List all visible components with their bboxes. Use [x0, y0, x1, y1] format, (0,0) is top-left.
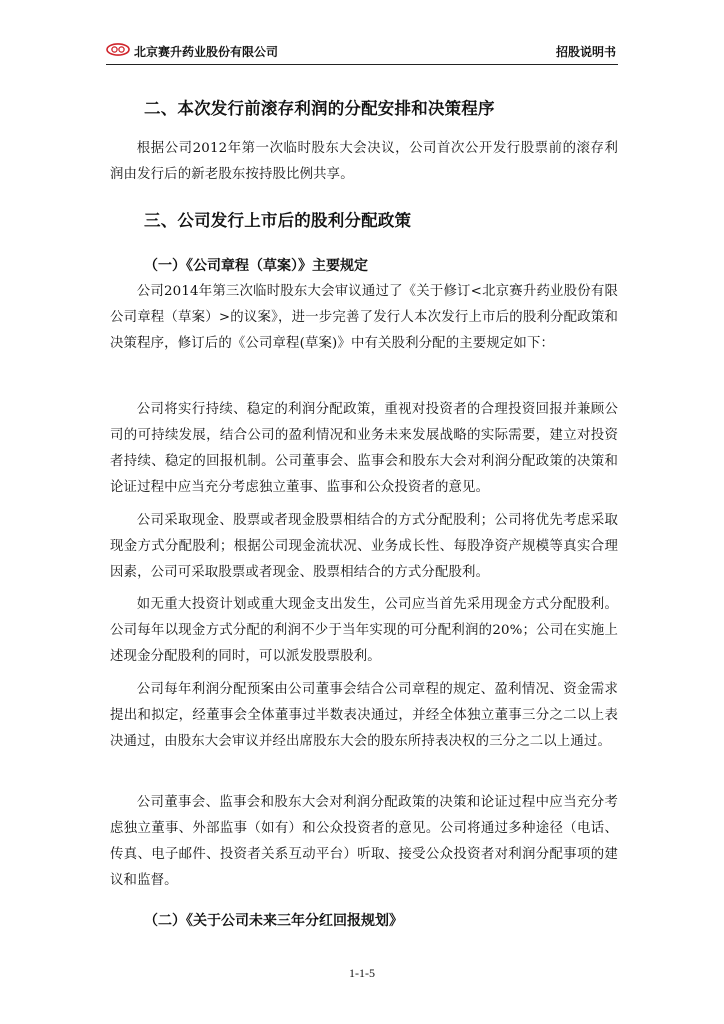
document-type: 招股说明书	[555, 45, 616, 59]
paragraph-4: 如无重大投资计划或重大现金支出发生，公司应当首先采用现金方式分配股利。公司每年以现金方式分配的利润不少于当年实现的可分配利润的20%；公司在实施上述现金分配股利的同时，可以派发股票股利。	[110, 597, 618, 664]
section-2-title: 二、本次发行前滚存利润的分配安排和决策程序	[144, 99, 495, 118]
paragraph-6: 公司董事会、监事会和股东大会对利润分配政策的决策和论证过程中应当充分考虑独立董事、外部监事（如有）和公众投资者的意见。公司将通过多种途径（电话、传真、电子邮件、投资者关系互动平台）听取、接受公众投资者对利润分配事项的建议和监督。	[110, 795, 618, 888]
company-logo-icon	[106, 43, 130, 56]
paragraph-1: 公司2014年第三次临时股东大会审议通过了《关于修订<北京赛升药业股份有限公司章程（草案）>的议案》，进一步完善了发行人本次发行上市后的股利分配政策和决策程序，修订后的《公司章程(草案)》中有关股利分配的主要规定如下：	[110, 284, 618, 351]
company-name: 北京赛升药业股份有限公司	[134, 45, 279, 59]
paragraph-2: 公司将实行持续、稳定的利润分配政策，重视对投资者的合理投资回报并兼顾公司的可持续发展，结合公司的盈利情况和业务未来发展战略的实际需要，建立对投资者持续、稳定的回报机制。公司董事会、监事会和股东大会对利润分配政策的决策和论证过程中应当充分考虑独立董事、监事和公众投资者的意见。	[110, 402, 618, 495]
page-header	[106, 40, 618, 65]
page-number: 1-1-5	[349, 966, 375, 980]
subsection-1-title: （一）《公司章程（草案）》主要规定	[144, 258, 368, 274]
paragraph-5: 公司每年利润分配预案由公司董事会结合公司章程的规定、盈利情况、资金需求提出和拟定，经董事会全体董事过半数表决通过，并经全体独立董事三分之二以上表决通过，由股东大会审议并经出席股东大会的股东所持表决权的三分之二以上通过。	[110, 682, 618, 749]
subsection-2-title: （二）《关于公司未来三年分红回报规划》	[144, 913, 403, 929]
section-3-title: 三、公司发行上市后的股利分配政策	[144, 211, 412, 230]
paragraph-3: 公司采取现金、股票或者现金股票相结合的方式分配股利；公司将优先考虑采取现金方式分配股利；根据公司现金流状况、业务成长性、每股净资产规模等真实合理因素，公司可采取股票或者现金、股票相结合的方式分配股利。	[110, 513, 618, 580]
section-2-paragraph: 根据公司2012年第一次临时股东大会决议，公司首次公开发行股票前的滚存利润由发行后的新老股东按持股比例共享。	[110, 141, 618, 182]
